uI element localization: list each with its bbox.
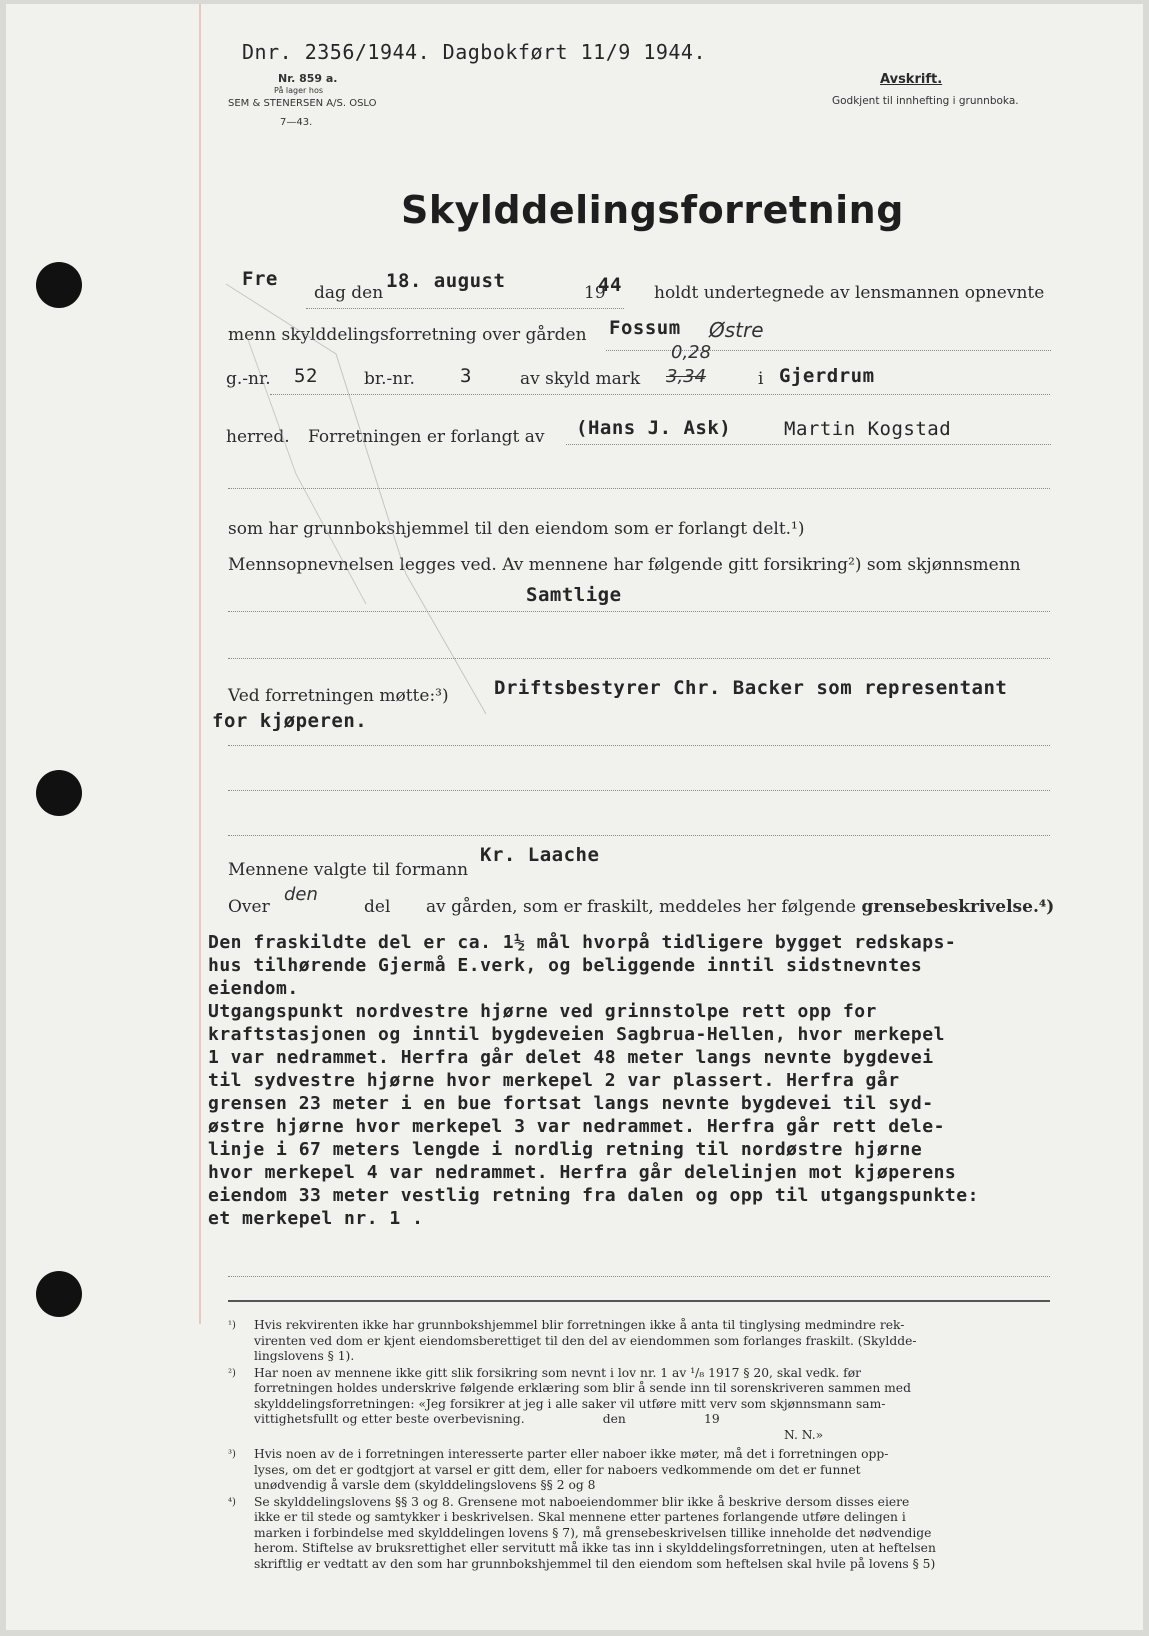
- motte-typed-2: for kjøperen.: [212, 710, 368, 732]
- skyld-label: av skyld mark: [520, 369, 641, 389]
- copy-label: Avskrift.: [880, 72, 943, 87]
- description-line: hvor merkepel 4 var nedrammet. Herfra går delelinjen mot kjøperens: [208, 1162, 957, 1183]
- punch-hole: [36, 1271, 82, 1317]
- fill-line: [228, 790, 1050, 791]
- footnote-line: Hvis rekvirenten ikke har grunnbokshjemmel blir forretningen ikke å anta til tinglysing medmindre rek-: [254, 1318, 905, 1332]
- gnr-label: g.-nr.: [226, 369, 271, 389]
- footnote-line: Har noen av mennene ikke gitt slik forsikring som nevnt i lov nr. 1 av ¹/₈ 1917 § 20, skal vedk. før: [254, 1365, 861, 1380]
- footnote-mark: ²): [228, 1367, 236, 1379]
- publisher-line: På lager hos: [274, 86, 323, 95]
- footnote-text: [254, 1447, 888, 1494]
- footnote-line: skriftlig er vedtatt av den som har grunnbokshjemmel til den eiendom som heftelsen skal hvile på lovens § 5): [254, 1556, 936, 1571]
- grense-label: [426, 897, 1054, 917]
- fill-line: [228, 835, 1050, 836]
- description-line: linje i 67 meters lengde i nordlig retning til nordøstre hjørne: [208, 1139, 923, 1160]
- footnote-line: skylddelingsforretningen: «Jeg forsikrer at jeg i alle saker vil utføre mitt verv som skjønnsmann sam-: [254, 1396, 886, 1411]
- footnotes: [228, 1318, 1048, 1572]
- footnote-signature: N. N.»: [784, 1427, 824, 1442]
- over-label: Over: [228, 897, 270, 917]
- approval-note: Godkjent til innhefting i grunnboka.: [832, 95, 1019, 107]
- description-line: 1 var nedrammet. Herfra går delet 48 meter langs nevnte bygdevei: [208, 1047, 934, 1068]
- holdt-label: holdt undertegnede av lensmannen opnevnte: [654, 283, 1045, 303]
- herred-label: herred.: [226, 427, 290, 447]
- date-typed: 18. august: [386, 270, 506, 292]
- footnote: [228, 1318, 1048, 1365]
- i-label: i: [758, 369, 764, 389]
- menns-label: Mennsopnevnelsen legges ved. Av mennene har følgende gitt forsikring²) som skjønnsmenn: [228, 555, 1021, 575]
- footnote-line: herom. Stiftelse av bruksrettighet eller servitutt må ikke tas inn i skylddelingsforretningen, uten at heftelsen: [254, 1541, 936, 1555]
- over-handwritten: den: [284, 884, 318, 905]
- footnote: [228, 1495, 1048, 1573]
- description-line: et merkepel nr. 1 .: [208, 1208, 424, 1229]
- farm-handwritten: Østre: [709, 318, 764, 342]
- document-title: Skylddelingsforretning: [401, 188, 904, 232]
- footnote: [228, 1366, 1048, 1444]
- footnote-mark: ⁴): [228, 1496, 236, 1508]
- publisher-line: SEM & STENERSEN A/S. OSLO: [228, 98, 377, 109]
- skyld-old-value: 3,34: [666, 366, 707, 387]
- footnote-mark: ¹): [228, 1320, 236, 1331]
- footnote-mark: ³): [228, 1449, 236, 1460]
- gnr-value: 52: [294, 365, 318, 387]
- description-line: Utgangspunkt nordvestre hjørne ved grinnstolpe rett opp for: [208, 1001, 877, 1022]
- document-page: [6, 4, 1143, 1630]
- motte-label: Ved forretningen møtte:³): [228, 686, 449, 706]
- year-prefix: 19: [584, 283, 606, 303]
- dag-den-label: dag den: [314, 283, 384, 303]
- description-line: til sydvestre hjørne hvor merkepel 2 var plassert. Herfra går: [208, 1070, 900, 1091]
- requester-typed: (Hans J. Ask): [576, 417, 732, 439]
- samtlige-typed: Samtlige: [526, 584, 622, 606]
- brnr-label: br.-nr.: [364, 369, 415, 389]
- footnote-line: Hvis noen av de i forretningen interesserte parter eller naboer ikke møter, må det i forretningen opp-: [254, 1447, 889, 1461]
- punch-hole: [36, 262, 82, 308]
- grunnbok-label: som har grunnbokshjemmel til den eiendom som er forlangt delt.¹): [228, 519, 805, 539]
- fill-line: [228, 1276, 1050, 1277]
- description-line: grensen 23 meter i en bue fortsat langs nevnte bygdevei til syd-: [208, 1093, 934, 1114]
- footnote-line: ikke er til stede og samtykker i beskrivelsen. Skal mennene etter partenes forlangende utføre delingen i: [254, 1510, 906, 1524]
- description-line: eiendom 33 meter vestlig retning fra dalen og opp til utgangspunkte:: [208, 1185, 979, 1206]
- footnote-text: [254, 1318, 917, 1365]
- publisher-date: 7—43.: [280, 117, 313, 128]
- weekday-typed: Fre: [242, 268, 278, 290]
- fill-line: [228, 745, 1050, 746]
- forlangt-label: Forretningen er forlangt av: [308, 427, 545, 447]
- footnote-line: lingslovens § 1).: [254, 1349, 355, 1363]
- year-typed: 44: [598, 274, 622, 296]
- farm-typed: Fossum: [609, 317, 681, 339]
- grense-label-bold: grensebeskrivelse.⁴): [861, 897, 1055, 917]
- menn-label: menn skylddelingsforretning over gården: [228, 325, 587, 345]
- requester-typed-2: Martin Kogstad: [784, 418, 952, 440]
- skyld-new-value: 0,28: [671, 342, 712, 363]
- footnote: [228, 1447, 1048, 1494]
- formann-typed: Kr. Laache: [480, 844, 600, 866]
- footnote-line: vittighetsfullt og etter beste overbevisning. den 19: [254, 1412, 720, 1426]
- description-line: hus tilhørende Gjermå E.verk, og beliggende inntil sidstnevntes: [208, 955, 923, 976]
- form-number: Nr. 859 a.: [278, 72, 338, 85]
- del-label: del: [364, 897, 391, 917]
- footnote-rule: [228, 1300, 1050, 1302]
- footnote-line: forretningen holdes underskrive følgende erklæring som blir å sende inn til sorenskriveren sammen med: [254, 1381, 911, 1395]
- motte-typed-1: Driftsbestyrer Chr. Backer som representant: [494, 677, 1008, 699]
- footnote-line: unødvendig å varsle dem (skylddelingslovens §§ 2 og 8: [254, 1478, 596, 1492]
- herred-typed: Gjerdrum: [779, 365, 875, 387]
- footnote-text: [254, 1366, 911, 1444]
- fill-line: [566, 444, 1051, 445]
- boundary-description: [208, 931, 979, 1230]
- footnote-line: Se skylddelingslovens §§ 3 og 8. Grensene mot naboeiendommer blir ikke å beskrive dersom disses eiere: [254, 1494, 910, 1509]
- margin-line: [199, 4, 201, 1324]
- description-line: eiendom.: [208, 978, 299, 999]
- footnote-line: marken i forbindelse med skylddelingen lovens § 7), må grensebeskrivelsen tillike inneholde det nødvendige: [254, 1525, 932, 1540]
- punch-hole: [36, 770, 82, 816]
- description-line: Den fraskildte del er ca. 1½ mål hvorpå tidligere bygget redskaps-: [208, 932, 957, 953]
- description-line: kraftstasjonen og inntil bygdeveien Sagbrua-Hellen, hvor merkepel: [208, 1024, 945, 1045]
- pencil-strokes: [216, 274, 496, 734]
- footnote-line: lyses, om det er godtgjort at varsel er gitt dem, eller for naboers vedkommende om det er funnet: [254, 1462, 861, 1477]
- description-line: østre hjørne hvor merkepel 3 var nedrammet. Herfra går rett dele-: [208, 1116, 945, 1137]
- journal-number: Dnr. 2356/1944. Dagbokført 11/9 1944.: [242, 40, 707, 64]
- formann-label: Mennene valgte til formann: [228, 860, 469, 880]
- footnote-text: [254, 1495, 936, 1573]
- grense-label-text: av gården, som er fraskilt, meddeles her følgende: [426, 897, 857, 917]
- footnote-line: virenten ved dom er kjent eiendomsberettiget til den del av eiendommen som forlanges fraskilt. (Skyldde-: [254, 1333, 917, 1348]
- brnr-value: 3: [460, 365, 472, 387]
